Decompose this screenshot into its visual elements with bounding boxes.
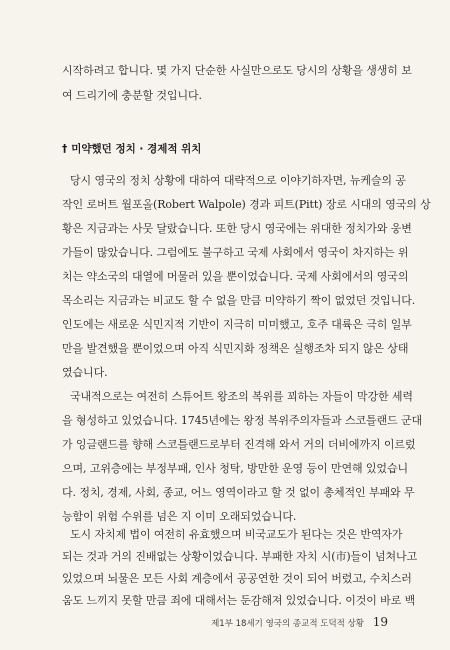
page-footer (211, 615, 388, 629)
body-text-line: 여 드리기에 충분할 것입니다. (62, 89, 202, 102)
section-heading-title: 미약했던 정치 · 경제적 위치 (71, 143, 202, 155)
body-text-line: 시작하려고 합니다. 몇 가지 단순한 사실만으로도 당시의 상황을 생생히 보 (62, 64, 412, 77)
body-text-line: 인도에는 새로운 식민지적 기반이 지극히 미미했고, 호주 대륙은 극히 일부 (62, 318, 412, 331)
body-text-line: 국내적으로는 여전히 스튜어트 왕조의 복위를 꾀하는 자들이 막강한 세력 (70, 390, 413, 403)
body-text-line: 능함이 위험 수위를 넘은 지 이미 오래되었습니다. (62, 510, 297, 523)
body-text-line: 황은 지금과는 사뭇 달랐습니다. 또한 당시 영국에는 위대한 정치가와 웅변 (62, 222, 412, 235)
dagger-icon: † (62, 143, 68, 155)
footer-part-label: 제1부 (211, 619, 233, 629)
body-text-line: 가 잉글랜드를 향해 스코틀랜드로부터 진격해 와서 거의 더비에까지 이르렀 (62, 438, 416, 451)
section-heading (62, 141, 201, 156)
body-text-line: 다. 정치, 경제, 사회, 종교, 어느 영역이라고 할 것 없이 총체적인 부패와 무 (62, 486, 415, 499)
body-text-line: 치는 약소국의 대열에 머물러 있을 뿐이었습니다. 국제 사회에서의 영국의 (62, 270, 409, 283)
footer-running-title: 18세기 영국의 종교적 도덕적 상황 (235, 619, 365, 629)
body-text-line: 가들이 많았습니다. 그럼에도 불구하고 국제 사회에서 영국이 차지하는 위 (62, 246, 409, 259)
body-text-line: 도시 자치제 법이 여전히 유효했으며 비국교도가 된다는 것은 반역자가 (70, 528, 403, 541)
body-text-line: 였습니다. (62, 366, 108, 379)
body-text-line: 되는 것과 거의 진배없는 상황이었습니다. 부패한 자치 시(市)들이 넘쳐나고 (62, 550, 418, 563)
body-text-line: 을 형성하고 있었습니다. 1745년에는 왕정 복위주의자들과 스코틀랜드 군대 (62, 414, 423, 427)
page-number: 19 (372, 615, 388, 629)
body-text-line: 당시 영국의 정치 상황에 대하여 대략적으로 이야기하자면, 뉴케슬의 공 (70, 174, 406, 187)
body-text-line: 작인 로버트 월포올(Robert Walpole) 경과 피트(Pitt) 장로 시대의 영국의 상 (62, 198, 431, 211)
body-text-line: 목소리는 지금과는 비교도 할 수 없을 만큼 미약하기 짝이 없었던 것입니다. (62, 294, 416, 307)
body-text-line: 으며, 고위층에는 부정부패, 인사 청탁, 방만한 운영 등이 만연해 있었습니 (62, 462, 409, 475)
body-text-line: 움도 느끼지 못할 만큼 죄에 대해서는 둔감해져 있었습니다. 이것이 바로 백 (62, 594, 416, 607)
body-text-line: 있었으며 뇌물은 모든 사회 계층에서 공공연한 것이 되어 버렸고, 수치스러 (62, 572, 412, 585)
body-text-line: 만을 발견했을 뿐이었으며 아직 식민지화 정책은 실행조차 되지 않은 상태 (62, 342, 409, 355)
